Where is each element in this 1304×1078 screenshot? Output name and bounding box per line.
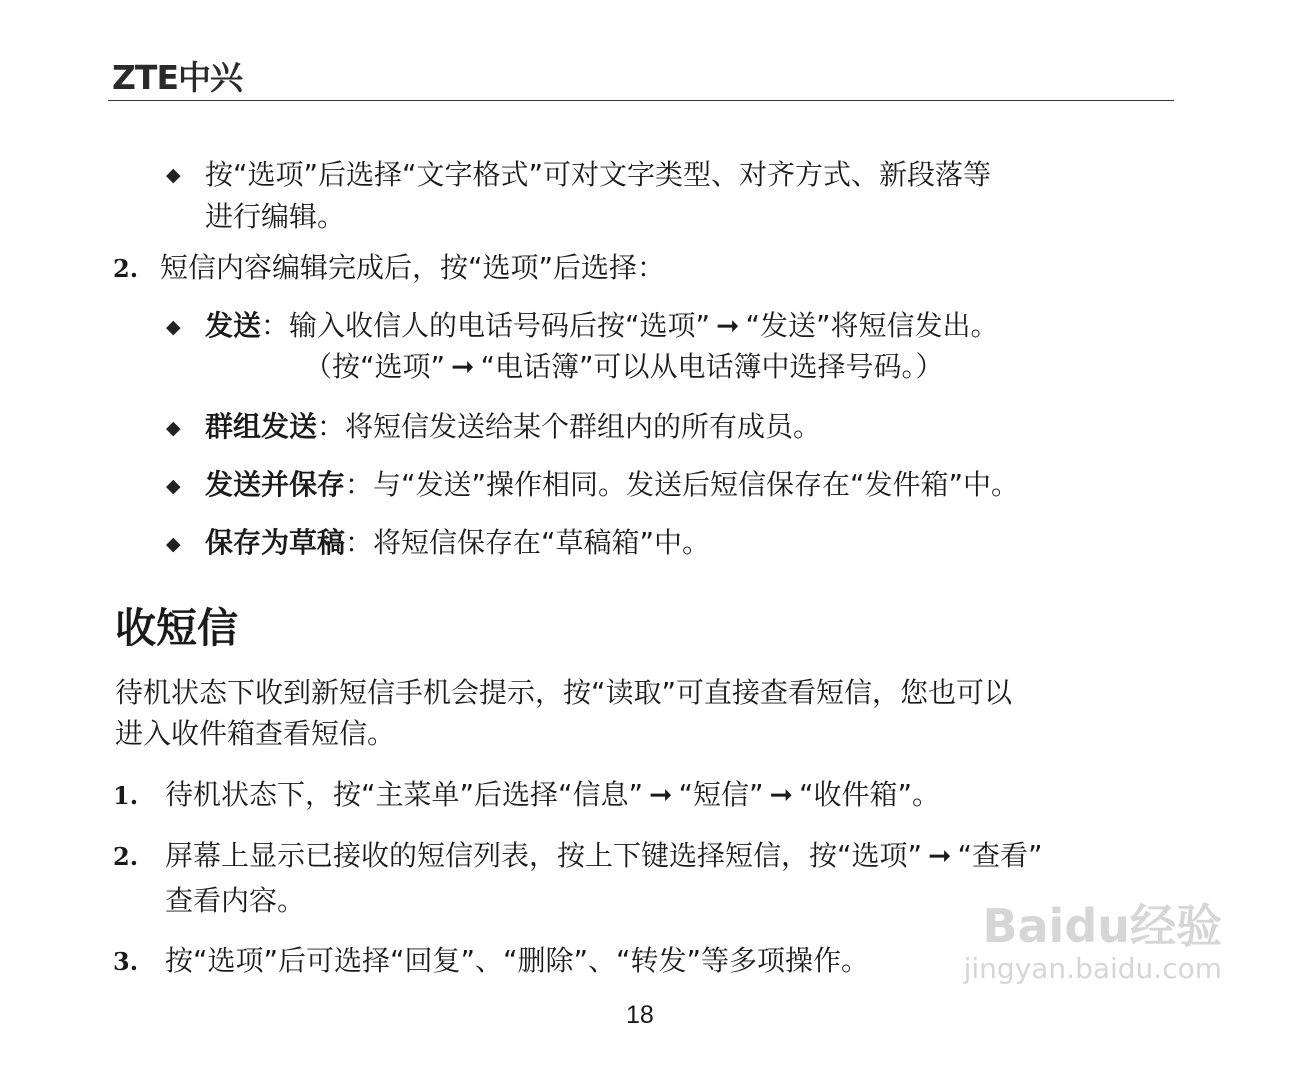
arrow-right-icon: ➞ — [649, 778, 673, 811]
option-desc: ：与“发送”操作相同。发送后短信保存在“发件箱”中。 — [345, 468, 1020, 501]
step-text: “短信” — [678, 778, 764, 811]
intro-line-2: 进入收件箱查看短信。 — [115, 717, 396, 750]
note-text-cont: “电话簿”可以从电话簿中选择号码。） — [480, 350, 944, 383]
zte-logo: ZTE中兴 — [112, 58, 242, 97]
step-number: 2. — [113, 842, 139, 871]
receive-step-2-line-2: 查看内容。 — [165, 884, 306, 917]
bullet-icon: ◆ — [166, 164, 181, 186]
bullet-icon: ◆ — [166, 316, 181, 338]
watermark-url: jingyan.baidu.com — [963, 952, 1222, 985]
group-send-option — [205, 407, 821, 447]
text-format-line-2: 进行编辑。 — [205, 200, 346, 233]
save-draft-option — [205, 523, 710, 563]
header-rule — [108, 100, 1174, 101]
page-number: 18 — [626, 1001, 654, 1029]
text-format-line-1: 按“选项”后选择“文字格式”可对文字类型、对齐方式、新段落等 — [205, 158, 992, 191]
option-term: 发送并保存 — [205, 468, 346, 501]
arrow-right-icon: ➞ — [451, 350, 475, 383]
bullet-icon: ◆ — [166, 417, 181, 439]
baidu-watermark — [964, 900, 1222, 986]
arrow-right-icon: ➞ — [769, 778, 793, 811]
option-term: 群组发送 — [205, 410, 318, 443]
note-text: （按“选项” — [304, 350, 446, 383]
option-desc: ：将短信保存在“草稿箱”中。 — [345, 526, 711, 559]
receive-step-3: 按“选项”后可选择“回复”、“删除”、“转发”等多项操作。 — [165, 944, 870, 977]
step-number: 2. — [113, 254, 139, 283]
receive-step-2 — [165, 836, 1043, 876]
step-number: 1. — [113, 781, 139, 810]
step-text: “收件箱”。 — [798, 778, 940, 811]
bullet-icon: ◆ — [166, 475, 181, 497]
watermark-logo: Baidu经验 — [982, 899, 1222, 953]
step-2-text: 短信内容编辑完成后，按“选项”后选择： — [160, 251, 666, 284]
option-desc: ：输入收信人的电话号码后按“选项” — [261, 309, 711, 342]
receive-step-1 — [165, 775, 940, 815]
step-text: 屏幕上显示已接收的短信列表，按上下键选择短信，按“选项” — [165, 839, 923, 872]
option-term: 保存为草稿 — [205, 526, 346, 559]
send-and-save-option — [205, 465, 1019, 505]
step-text: 待机状态下，按“主菜单”后选择“信息” — [165, 778, 644, 811]
arrow-right-icon: ➞ — [928, 839, 952, 872]
option-desc-cont: “发送”将短信发出。 — [745, 309, 999, 342]
option-desc: ：将短信发送给某个群组内的所有成员。 — [317, 410, 822, 443]
step-number: 3. — [113, 947, 139, 976]
send-note — [304, 347, 944, 387]
bullet-icon: ◆ — [166, 533, 181, 555]
option-term: 发送 — [205, 309, 262, 342]
step-text: “查看” — [957, 839, 1043, 872]
intro-line-1: 待机状态下收到新短信手机会提示，按“读取”可直接查看短信，您也可以 — [115, 676, 1013, 709]
arrow-right-icon: ➞ — [716, 309, 740, 342]
section-heading: 收短信 — [115, 604, 238, 652]
send-option — [205, 306, 999, 346]
